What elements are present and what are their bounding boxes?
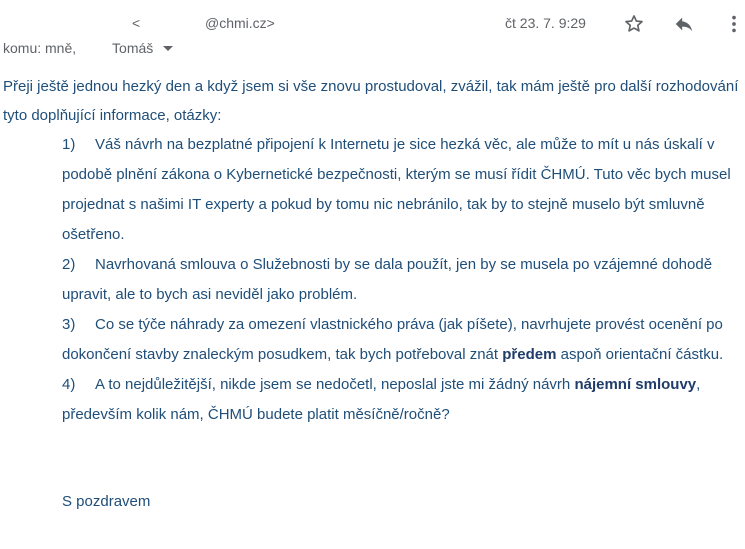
reply-button[interactable] [669, 9, 699, 39]
recipient-label: komu: mně, [3, 40, 77, 56]
sender-email[interactable]: @chmi.cz> [205, 15, 275, 31]
recipient-row [3, 40, 173, 56]
list-item-text: Váš návrh na bezplatné připojení k Internetu je sice hezká věc, ale může to mít u nás úskalí v podobě plnění zákona o Kybernetické bezpečnosti, kterým se musí řídit ČHMÚ. Tuto věc bych musel projednat s našimi IT experty a pokud by tomu nic nebránilo, tak by to stejně muselo být smluvně ošetřeno. [62, 136, 731, 243]
sender-open-bracket: < [132, 15, 141, 31]
more-vertical-icon [723, 13, 745, 35]
message-intro: Přeji ještě jednou hezký den a když jsem si vše znovu prostudoval, zvážil, tak mám ještě pro další rozhodování tyto doplňující informace, otázky: [3, 78, 739, 124]
recipient-name[interactable]: Tomáš [112, 40, 154, 56]
more-options-button[interactable] [719, 9, 745, 39]
list-item-emphasis: předem [502, 346, 557, 363]
list-item-text: , především kolik nám, ČHMÚ budete platit měsíčně/ročně? [62, 376, 701, 423]
reply-icon [673, 13, 695, 35]
star-button[interactable] [619, 9, 649, 39]
question-list [62, 130, 745, 430]
list-item-number: 2) [62, 256, 76, 273]
star-icon [623, 13, 645, 35]
list-item-text: A to nejdůležitější, nikde jsem se nedočetl, neposlal jste mi žádný návrh [95, 376, 575, 393]
list-item [62, 370, 745, 430]
list-item-number: 3) [62, 316, 76, 333]
list-item-number: 1) [62, 136, 76, 153]
message-closing: S pozdravem [62, 493, 151, 510]
list-item-text: Navrhovaná smlouva o Služebnosti by se dala použít, jen by se musela po vzájemné dohodě upravit, ale to bych asi neviděl jako problém. [62, 256, 713, 303]
list-item-number: 4) [62, 376, 76, 393]
list-item [62, 130, 745, 250]
list-item [62, 310, 745, 370]
list-item-text: aspoň orientační částku. [556, 346, 724, 363]
list-item-emphasis: nájemní smlouvy [574, 376, 697, 393]
list-item-text: Co se týče náhrady za omezení vlastnického práva (jak píšete), navrhujete provést ocenění po dokončení stavby znaleckým posudkem, tak bych potřeboval znát [62, 316, 723, 363]
message-header [0, 0, 745, 62]
chevron-down-icon[interactable] [163, 46, 173, 51]
list-item [62, 250, 745, 310]
message-date: čt 23. 7. 9:29 [505, 15, 586, 31]
